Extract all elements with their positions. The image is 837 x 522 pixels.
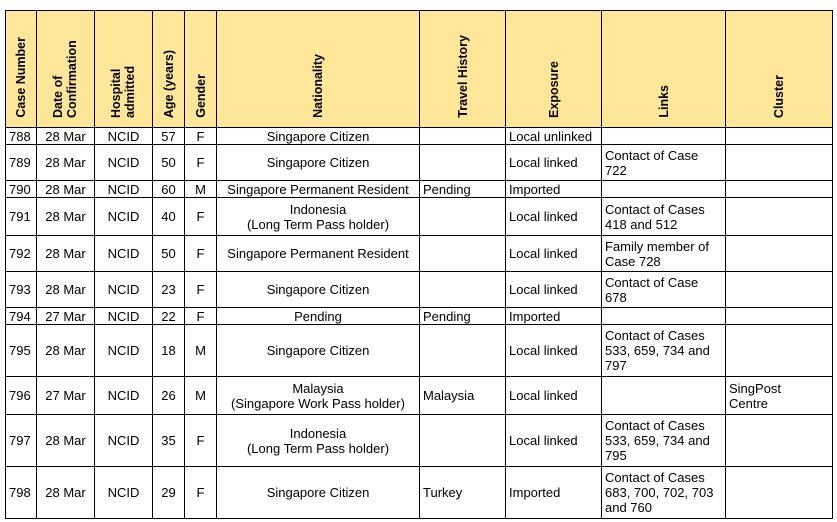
travel-history-cell — [420, 325, 506, 377]
nationality-cell: Malaysia (Singapore Work Pass holder) — [217, 377, 420, 415]
header-age-label: Age (years) — [161, 49, 176, 118]
travel-history-cell: Pending — [420, 308, 506, 325]
travel-history-cell: Malaysia — [420, 377, 506, 415]
exposure-cell: Local linked — [506, 325, 602, 377]
case-number-cell: 797 — [6, 415, 37, 467]
exposure-cell: Local linked — [506, 145, 602, 181]
nationality-cell: Indonesia (Long Term Pass holder) — [217, 198, 420, 236]
header-exposure-label: Exposure — [546, 61, 561, 118]
case-number-cell: 792 — [6, 236, 37, 272]
exposure-cell: Imported — [506, 181, 602, 198]
table-body — [6, 128, 833, 519]
gender-cell: F — [185, 128, 217, 145]
table-row — [6, 325, 833, 377]
date-cell: 28 Mar — [37, 198, 95, 236]
gender-cell: F — [185, 415, 217, 467]
hospital-cell: NCID — [95, 415, 153, 467]
date-cell: 28 Mar — [37, 236, 95, 272]
gender-cell: M — [185, 181, 217, 198]
case-number-cell: 795 — [6, 325, 37, 377]
gender-cell: F — [185, 467, 217, 519]
nationality-cell: Singapore Citizen — [217, 128, 420, 145]
header-exposure — [506, 11, 602, 128]
nationality-cell: Singapore Citizen — [217, 467, 420, 519]
case-number-cell: 793 — [6, 272, 37, 308]
date-cell: 28 Mar — [37, 467, 95, 519]
gender-cell: F — [185, 236, 217, 272]
header-gender-label: Gender — [193, 74, 208, 118]
gender-cell: F — [185, 272, 217, 308]
table-row — [6, 377, 833, 415]
travel-history-cell — [420, 236, 506, 272]
case-number-cell: 796 — [6, 377, 37, 415]
nationality-cell: Singapore Citizen — [217, 325, 420, 377]
age-cell: 26 — [153, 377, 185, 415]
hospital-cell: NCID — [95, 181, 153, 198]
header-links-label: Links — [656, 85, 671, 118]
header-case-number-label: Case Number — [14, 37, 28, 118]
travel-history-cell — [420, 415, 506, 467]
date-cell: 28 Mar — [37, 415, 95, 467]
case-number-cell: 798 — [6, 467, 37, 519]
gender-cell: F — [185, 145, 217, 181]
links-cell: Contact of Case 678 — [602, 272, 726, 308]
hospital-cell: NCID — [95, 145, 153, 181]
links-cell — [602, 181, 726, 198]
header-travel-history — [420, 11, 506, 128]
age-cell: 18 — [153, 325, 185, 377]
table-row — [6, 198, 833, 236]
header-nationality — [217, 11, 420, 128]
cluster-cell — [726, 128, 833, 145]
case-number-cell: 789 — [6, 145, 37, 181]
hospital-cell: NCID — [95, 272, 153, 308]
hospital-cell: NCID — [95, 467, 153, 519]
exposure-cell: Local unlinked — [506, 128, 602, 145]
case-number-cell: 790 — [6, 181, 37, 198]
cluster-cell — [726, 145, 833, 181]
cluster-cell — [726, 236, 833, 272]
nationality-cell: Indonesia (Long Term Pass holder) — [217, 415, 420, 467]
header-case-number — [6, 11, 37, 128]
header-nationality-label: Nationality — [311, 54, 325, 118]
travel-history-cell — [420, 145, 506, 181]
date-cell: 28 Mar — [37, 272, 95, 308]
exposure-cell: Local linked — [506, 377, 602, 415]
gender-cell: F — [185, 198, 217, 236]
links-cell: Contact of Case 722 — [602, 145, 726, 181]
cluster-cell — [726, 198, 833, 236]
links-cell: Contact of Cases 533, 659, 734 and 795 — [602, 415, 726, 467]
nationality-cell: Singapore Permanent Resident — [217, 236, 420, 272]
links-cell — [602, 377, 726, 415]
hospital-cell: NCID — [95, 236, 153, 272]
header-travel-history-label: Travel History — [455, 35, 470, 118]
header-cluster — [726, 11, 833, 128]
exposure-cell: Local linked — [506, 272, 602, 308]
exposure-cell: Local linked — [506, 198, 602, 236]
header-gender — [185, 11, 217, 128]
age-cell: 29 — [153, 467, 185, 519]
age-cell: 35 — [153, 415, 185, 467]
age-cell: 23 — [153, 272, 185, 308]
case-number-cell: 788 — [6, 128, 37, 145]
hospital-cell: NCID — [95, 128, 153, 145]
date-cell: 28 Mar — [37, 325, 95, 377]
date-cell: 28 Mar — [37, 181, 95, 198]
links-cell — [602, 308, 726, 325]
table-row — [6, 145, 833, 181]
cluster-cell — [726, 308, 833, 325]
nationality-cell: Pending — [217, 308, 420, 325]
table-row — [6, 308, 833, 325]
cluster-cell — [726, 415, 833, 467]
links-cell — [602, 128, 726, 145]
header-date-label: Date of Confirmation — [50, 40, 79, 118]
exposure-cell: Imported — [506, 467, 602, 519]
cluster-cell — [726, 467, 833, 519]
header-hospital — [95, 11, 153, 128]
hospital-cell: NCID — [95, 198, 153, 236]
table-row — [6, 467, 833, 519]
travel-history-cell — [420, 272, 506, 308]
hospital-cell: NCID — [95, 308, 153, 325]
table-row — [6, 236, 833, 272]
header-hospital-label: Hospital admitted — [108, 65, 137, 118]
header-row — [6, 11, 833, 128]
hospital-cell: NCID — [95, 325, 153, 377]
case-number-cell: 791 — [6, 198, 37, 236]
header-links — [602, 11, 726, 128]
header-age — [153, 11, 185, 128]
date-cell: 27 Mar — [37, 308, 95, 325]
travel-history-cell: Pending — [420, 181, 506, 198]
links-cell: Contact of Cases 683, 700, 702, 703 and 760 — [602, 467, 726, 519]
cluster-cell — [726, 181, 833, 198]
age-cell: 50 — [153, 145, 185, 181]
links-cell: Contact of Cases 418 and 512 — [602, 198, 726, 236]
nationality-cell: Singapore Citizen — [217, 272, 420, 308]
age-cell: 60 — [153, 181, 185, 198]
links-cell: Contact of Cases 533, 659, 734 and 797 — [602, 325, 726, 377]
cases-table — [5, 10, 833, 519]
gender-cell: F — [185, 308, 217, 325]
table-row — [6, 128, 833, 145]
exposure-cell: Local linked — [506, 236, 602, 272]
date-cell: 28 Mar — [37, 128, 95, 145]
cluster-cell — [726, 325, 833, 377]
gender-cell: M — [185, 325, 217, 377]
gender-cell: M — [185, 377, 217, 415]
cluster-cell: SingPost Centre — [726, 377, 833, 415]
age-cell: 50 — [153, 236, 185, 272]
travel-history-cell: Turkey — [420, 467, 506, 519]
links-cell: Family member of Case 728 — [602, 236, 726, 272]
age-cell: 57 — [153, 128, 185, 145]
cluster-cell — [726, 272, 833, 308]
nationality-cell: Singapore Permanent Resident — [217, 181, 420, 198]
date-cell: 27 Mar — [37, 377, 95, 415]
nationality-cell: Singapore Citizen — [217, 145, 420, 181]
table-row — [6, 415, 833, 467]
travel-history-cell — [420, 198, 506, 236]
hospital-cell: NCID — [95, 377, 153, 415]
travel-history-cell — [420, 128, 506, 145]
table-row — [6, 181, 833, 198]
date-cell: 28 Mar — [37, 145, 95, 181]
exposure-cell: Local linked — [506, 415, 602, 467]
case-number-cell: 794 — [6, 308, 37, 325]
age-cell: 22 — [153, 308, 185, 325]
age-cell: 40 — [153, 198, 185, 236]
header-date — [37, 11, 95, 128]
exposure-cell: Imported — [506, 308, 602, 325]
header-cluster-label: Cluster — [772, 74, 786, 118]
table-row — [6, 272, 833, 308]
